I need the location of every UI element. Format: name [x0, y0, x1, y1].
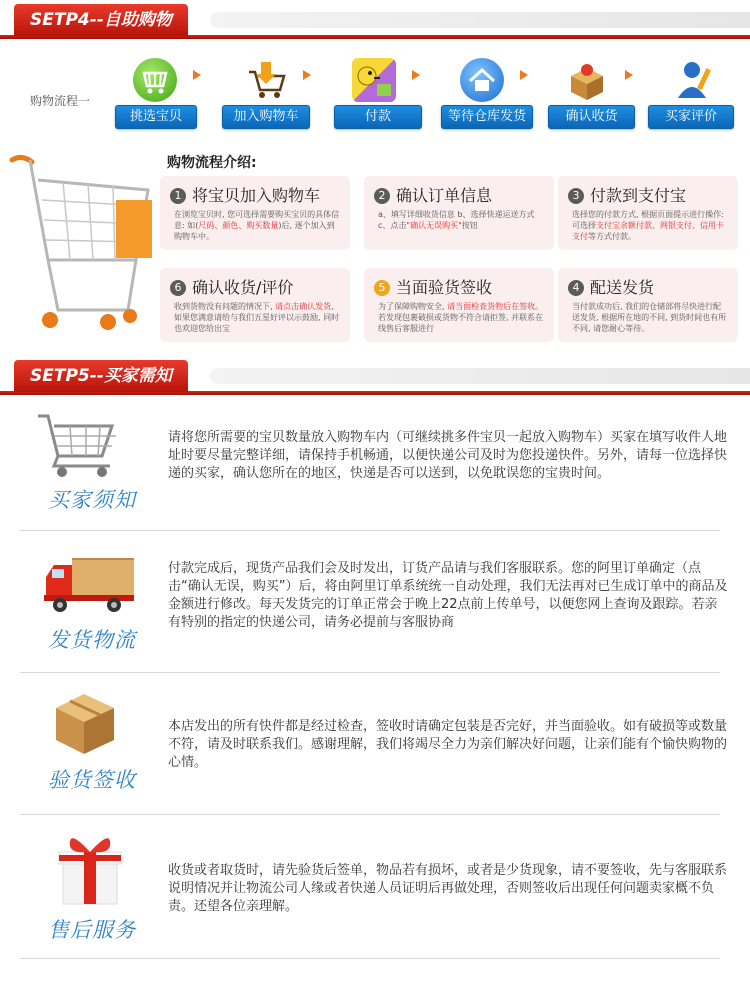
header-stripe [210, 368, 750, 384]
card-title [568, 183, 686, 206]
flow-arrow-5 [625, 70, 633, 80]
card-body [572, 209, 728, 242]
home-icon [460, 58, 504, 102]
card-title-text: 当面验货签收 [396, 278, 493, 297]
intro-card-pay-alipay [558, 176, 738, 250]
card-title [374, 183, 492, 206]
intro-card-confirm-order [364, 176, 554, 250]
notice-title-shipping: 发货物流 [48, 628, 136, 652]
reviewer-icon [672, 58, 716, 102]
notice-title-buyer: 买家须知 [48, 488, 136, 512]
card-text-red: 支付宝余额付款、网银支付、信用卡支付 [572, 221, 724, 241]
step4-header [0, 2, 750, 38]
card-title [374, 275, 492, 298]
step-add-to-cart: 加入购物车 [222, 105, 310, 129]
card-body [174, 301, 340, 334]
card-number: 5 [374, 280, 390, 296]
notice-divider [20, 530, 720, 531]
card-text-a: 在浏览宝贝时, 您可选择需要购买宝贝的具体信息: 如( [174, 210, 340, 230]
card-text-b: 按钮 [461, 221, 478, 230]
step5-header [0, 358, 750, 394]
card-text-b: 。若发现包裹破损或货物不符合请拒签, 并联系在线售后客服进行 [378, 302, 544, 333]
card-number: 3 [568, 188, 584, 204]
intro-card-inspect-sign [364, 268, 554, 342]
header-stripe [210, 12, 750, 28]
card-title [568, 275, 654, 298]
card-text-red: "确认无误购买" [406, 221, 462, 230]
card-text-a: 收到货物没有问题的情况下, [174, 302, 276, 311]
step-select-item: 挑选宝贝 [115, 105, 197, 129]
card-text-red: 请当面检查货物后在签收 [447, 302, 536, 311]
flow-label: 购物流程一 [30, 94, 91, 108]
notice-text-shipping: 付款完成后，现货产品我们会及时发出，订货产品请与我们客服联系。您的阿里订单确定（点击“确认无误，购买”）后，将由阿里订单系统统一自动处理，我们无法再对已生成订单中的商品及金额进行修改。每天发货完的订单正常会于晚上22点前上传单号，以便您网上查询及跟踪。若亲有特别的指定的快递公司，请务必提前与客服协商 [168, 561, 728, 630]
notice-title-inspection: 验货签收 [48, 768, 136, 792]
card-text-b: )后, 逐个加入到购物车中。 [174, 221, 335, 241]
step4-title: SETP4--自助购物 [14, 4, 188, 36]
card-title [170, 275, 293, 298]
flow-arrow-3 [412, 70, 420, 80]
step-await-shipping: 等待仓库发货 [441, 105, 533, 129]
card-number: 4 [568, 280, 584, 296]
card-title-text: 付款到支付宝 [590, 186, 687, 205]
notice-text-aftersales: 收货或者取货时，请先验货后签单，物品若有损坏，或者是少货现象，请不要签收，先与客服联系说明情况并让物流公司人缘或者快递人员证明后再做处理，否则签收后出现任何问题卖家概不负责。还望各位亲理解。 [168, 863, 728, 914]
gift-box-icon [55, 828, 125, 908]
flow-arrow-2 [303, 70, 311, 80]
notice-divider [20, 814, 720, 815]
cart-add-icon [243, 58, 287, 102]
delivery-truck-icon [40, 555, 140, 615]
notice-title-aftersales: 售后服务 [48, 918, 136, 942]
card-text-a: 为了保障购物安全, [378, 302, 448, 311]
notice-text-inspection: 本店发出的所有快件都是经过检查，签收时请确定包装是否完好，并当面验收。如有破损等或数量不符，请及时联系我们。感谢理解，我们将竭尽全力为亲们解决好问题，让亲们能有个愉快购物的心情。 [168, 719, 728, 770]
card-number: 1 [170, 188, 186, 204]
card-text-a: 选择您的付款方式, 根据页面提示进行操作: 可选择 [572, 210, 724, 230]
step-pay: 付款 [334, 105, 422, 129]
notice-divider [20, 958, 720, 959]
notice-divider [20, 672, 720, 673]
card-title [170, 183, 320, 206]
package-icon [565, 58, 609, 102]
card-body [572, 301, 728, 334]
intro-card-delivery [558, 268, 738, 342]
step-buyer-review: 买家评价 [648, 105, 734, 129]
card-title-text: 确认收货/评价 [192, 278, 294, 297]
flow-arrow-4 [520, 70, 528, 80]
card-title-text: 将宝贝加入购物车 [192, 186, 321, 205]
card-text-red: 请点击确认发货 [275, 302, 332, 311]
card-title-text: 确认订单信息 [396, 186, 493, 205]
card-body [174, 209, 340, 242]
step5-title: SETP5--买家需知 [14, 360, 188, 392]
step-confirm-receipt: 确认收货 [548, 105, 635, 129]
intro-card-confirm-receipt [160, 268, 350, 342]
shopping-cart-icon [36, 410, 126, 480]
card-text-b: , 如果您满意请给与我们五星好评以示鼓励, 同时也欢迎您给出宝 [174, 302, 340, 333]
card-title-text: 配送发货 [590, 278, 655, 297]
cardboard-box-icon [50, 688, 120, 758]
intro-card-add-to-cart [160, 176, 350, 250]
card-body [378, 209, 544, 231]
intro-title: 购物流程介绍: [167, 155, 257, 171]
flow-arrow-1 [193, 70, 201, 80]
basket-icon [133, 58, 177, 102]
notice-text-buyer: 请将您所需要的宝贝数量放入购物车内（可继续挑多件宝贝一起放入购物车）买家在填写收件人地址时要尽量完整详细，请保持手机畅通，以便快递公司及时为您投递快件。另外，请每一位选择快递的买家，确认您所在的地区，快递是否可以送到，以免耽误您的宝贵时间。 [168, 430, 728, 481]
card-text-a: 当付款成功后, 我们的仓储部将尽快进行配送发货, 根据所在地的不同, 到货时间也有所不同, 请您耐心等待。 [572, 302, 727, 333]
card-number: 6 [170, 280, 186, 296]
card-number: 2 [374, 188, 390, 204]
card-body [378, 301, 544, 334]
card-text-b: 等方式付款。 [588, 232, 636, 241]
shopping-cart-image [8, 150, 158, 340]
payment-icon [352, 58, 396, 102]
card-text-a: a、填写详细收货信息 b、选择快递运送方式 c、点击 [378, 210, 535, 230]
card-text-red: 尺码、颜色、购买数量 [198, 221, 279, 230]
